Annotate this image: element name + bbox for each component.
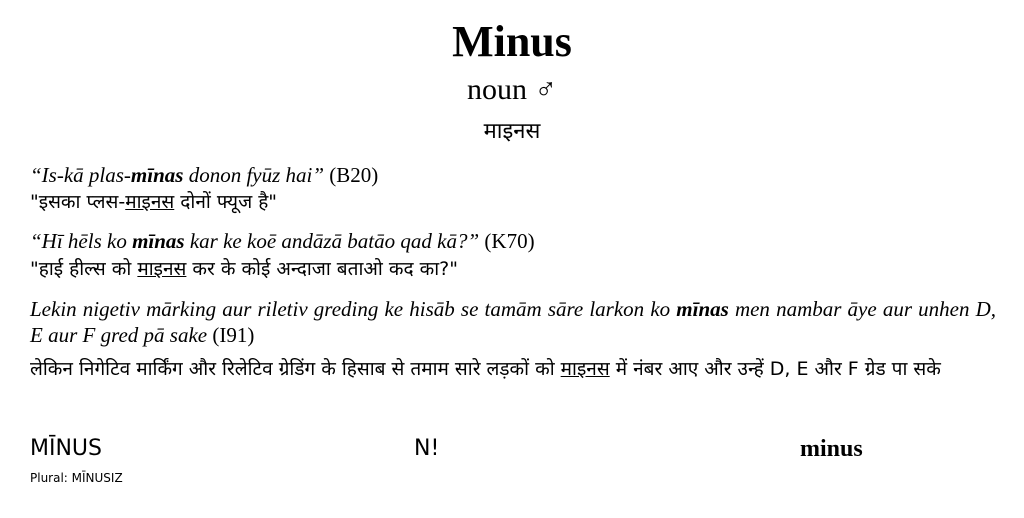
- transliteration: MĪNUS: [30, 436, 102, 461]
- example-2-source: (K70): [479, 229, 535, 253]
- headword: Minus: [452, 17, 572, 66]
- example-1-roman-post: donon fyūz hai”: [183, 163, 325, 187]
- example-2-devanagari: [30, 255, 996, 283]
- example-1-roman: [30, 162, 996, 188]
- example-1-deva-post: दोनों फ्यूज है": [174, 191, 278, 213]
- example-2-deva-post: कर के कोई अन्दाजा बताओ कद का?": [186, 258, 458, 280]
- example-3-source: (I91): [207, 323, 255, 347]
- gothic-spelling: minus: [800, 436, 863, 462]
- example-3-deva-underlined: माइनस: [560, 358, 610, 380]
- example-2-deva-pre: "हाई हील्स को: [30, 258, 138, 280]
- example-1-devanagari: [30, 188, 996, 216]
- headword-devanagari: माइनस: [483, 119, 541, 144]
- example-3-roman-post: men nambar āye aur unhen D, E aur F gred pā sake: [30, 297, 997, 347]
- example-3-roman-pre: Lekin nigetiv mārking aur riletiv greding ke hisāb se tamām sāre larkon ko: [30, 297, 677, 321]
- example-2-deva-underlined: माइनस: [137, 258, 187, 280]
- example-3-devanagari: [30, 353, 996, 385]
- example-3-roman: [30, 296, 996, 348]
- example-1-deva-pre: "इसका प्लस-: [30, 191, 126, 213]
- part-of-speech: noun ♂: [467, 73, 557, 106]
- example-2-roman-bold: mīnas: [132, 229, 185, 253]
- example-1-source: (B20): [324, 163, 379, 187]
- example-3-deva-post: में नंबर आए और उन्हें D, E और F ग्रेड पा सके: [609, 358, 941, 380]
- example-1-roman-pre: “Is-kā plas-: [30, 163, 131, 187]
- plural-form: Plural: MĪNUSIZ: [30, 471, 123, 485]
- example-1-deva-underlined: माइनस: [125, 191, 175, 213]
- code: N!: [414, 436, 440, 461]
- example-1-roman-bold: mīnas: [130, 163, 184, 187]
- example-2-roman: [30, 228, 996, 254]
- example-2-roman-pre: “Hī hēls ko: [30, 229, 133, 253]
- example-3-deva-pre: लेकिन निगेटिव मार्किंग और रिलेटिव ग्रेडिंग के हिसाब से तमाम सारे लड़कों को: [30, 358, 561, 380]
- example-2-roman-post: kar ke koē andāzā batāo qad kā?”: [184, 229, 480, 253]
- example-3-roman-bold: mīnas: [676, 297, 729, 321]
